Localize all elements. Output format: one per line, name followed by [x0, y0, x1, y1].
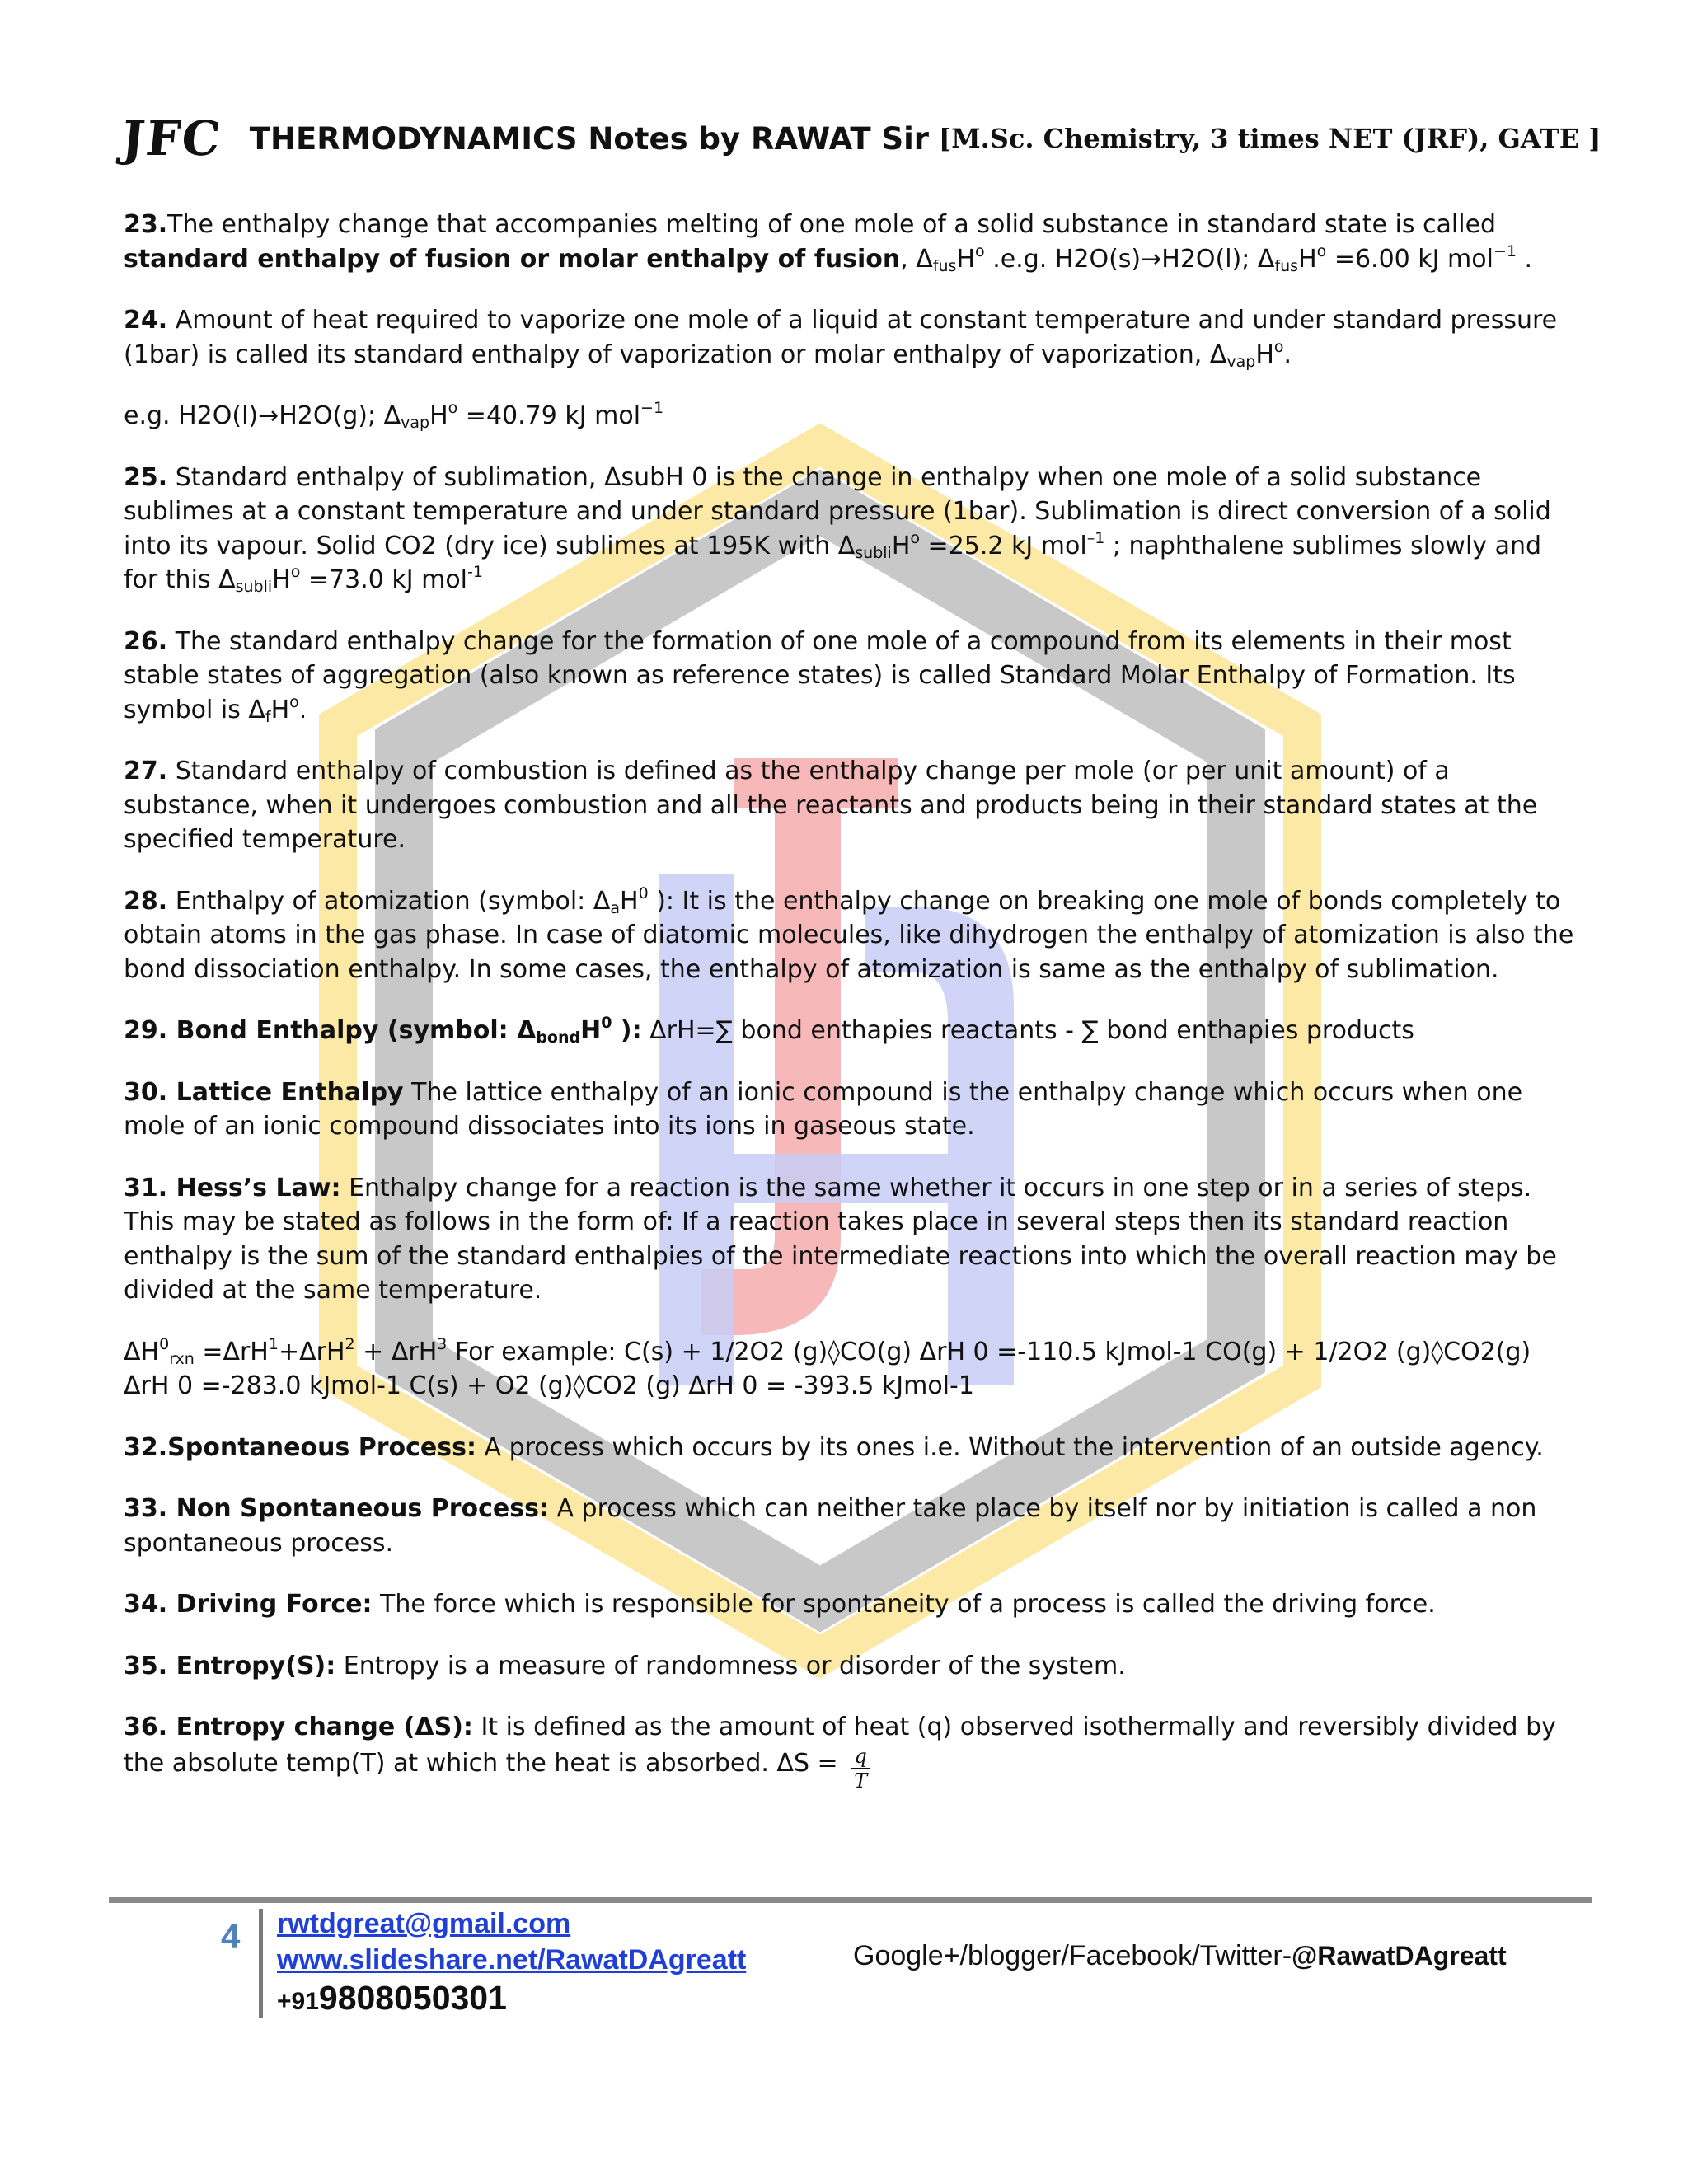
email-link[interactable]: rwtdgreat@gmail.com: [277, 1908, 571, 1939]
item-31-example: $\Delta H^0_{rxn} =\Delta rH^1+\Delta rH^2 + \Delta rH^3$ For example: C(s) + 1/2O2 (g)◊CO(g) ΔrH 0 =-110.5 kJmol-1 CO(g) + 1/2O2 (g)◊CO2(g) ΔrH 0 =-283.0 kJmol-1 C(s) + O2 (g)◊CO2 (g) ΔrH 0 = -393.5 kJmol-1: [124, 1334, 1531, 1400]
footer-divider: [109, 1897, 1592, 1903]
document-body: [124, 208, 1582, 1820]
footer-contacts: [277, 1905, 746, 2026]
header-credentials: [M.Sc. Chemistry, 3 times NET (JRF), GATE ]: [939, 123, 1601, 154]
page-header: [119, 105, 1601, 171]
item-24: 24. Amount of heat required to vaporize one mole of a liquid at constant temperature and under standard pressure (1bar) is called its standard enthalpy of vaporization or molar enthalpy of vaporization, $\Delta_{vap}H^o$.: [124, 306, 1558, 371]
header-title: THERMODYNAMICS Notes by RAWAT Sir: [249, 120, 930, 157]
footer-vertical-divider: [259, 1909, 263, 2018]
item-33: 33. Non Spontaneous Process: A process which can neither take place by itself nor by initiation is called a non spontaneous process.: [124, 1494, 1537, 1558]
website-link[interactable]: www.slideshare.net/RawatDAgreatt: [277, 1944, 747, 1975]
item-29: 29. Bond Enthalpy (symbol: $\Delta_{bond}H^0$ ): ΔrH=∑ bond enthapies reactants - ∑ bond enthapies products: [124, 1014, 1414, 1047]
item-23: 23.The enthalpy change that accompanies melting of one mole of a solid substance in standard state is called standard enthalpy of fusion or molar enthalpy of fusion, $\Delta_{fus}H^o$ .e.g. H2O(s)→H2O(l); $\Delta_{fus}H^o =6.00$ kJ mol$^{-1}$ .: [124, 210, 1533, 275]
item-32: 32.Spontaneous Process: A process which occurs by its ones i.e. Without the intervention of an outside agency.: [124, 1432, 1544, 1462]
item-24-example: e.g. H2O(l)→H2O(g); $\Delta_{vap}H^o =40.79$ kJ mol$^{-1}$: [124, 399, 664, 432]
item-26: 26. The standard enthalpy change for the formation of one mole of a compound from its elements in their most stable states of aggregation (also known as reference states) is called Standard Molar Enthalpy of Formation. Its symbol is $\Delta_fH^o$.: [124, 626, 1516, 726]
item-34: 34. Driving Force: The force which is responsible for spontaneity of a process is called the driving force.: [124, 1590, 1436, 1619]
phone-number: +919808050301: [277, 1979, 507, 2017]
entropy-fraction: $\frac{q}{T}$: [851, 1745, 870, 1793]
footer-social: Google+/blogger/Facebook/Twitter-@RawatDAgreatt: [853, 1940, 1507, 1971]
item-25: 25. Standard enthalpy of sublimation, ΔsubH 0 is the change in enthalpy when one mole of a solid substance sublimes at a constant temperature and under standard pressure (1bar). Sublimation is direct conversion of a solid into its vapour. Solid CO2 (dry ice) sublimes at 195K with $\Delta_{subli}H^o =25.2$ kJ mol$^{-1}$ ; naphthalene sublimes slowly and for this $\Delta_{subli}H^o =73.0$ kJ mol$^{-1}$: [124, 462, 1551, 596]
item-35: 35. Entropy(S): Entropy is a measure of randomness or disorder of the system.: [124, 1651, 1126, 1680]
item-30: 30. Lattice Enthalpy The lattice enthalpy of an ionic compound is the enthalpy change which occurs when one mole of an ionic compound dissociates into its ions in gaseous state.: [124, 1077, 1523, 1141]
jfc-logo: JFC: [119, 110, 225, 166]
item-31: 31. Hess’s Law: Enthalpy change for a reaction is the same whether it occurs in one step or in a series of steps. This may be stated as follows in the form of: If a reaction takes place in several steps then its standard reaction enthalpy is the sum of the standard enthalpies of the intermediate reactions into which the overall reaction may be divided at the same temperature.: [124, 1173, 1557, 1305]
item-27: 27. Standard enthalpy of combustion is defined as the enthalpy change per mole (or per unit amount) of a substance, when it undergoes combustion and all the reactants and products being in their standard states at the specified temperature.: [124, 757, 1538, 854]
social-handle: @RawatDAgreatt: [1292, 1941, 1507, 1971]
page-number: 4: [221, 1917, 241, 1956]
item-28: 28. Enthalpy of atomization (symbol: $\Delta_aH^0$ ): It is the enthalpy change on breaking one mole of bonds completely to obtain atoms in the gas phase. In case of diatomic molecules, like dihydrogen the enthalpy of atomization is also the bond dissociation enthalpy. In some cases, the enthalpy of atomization is same as the enthalpy of sublimation.: [124, 883, 1574, 984]
item-36: 36. Entropy change (ΔS): It is defined as the amount of heat (q) observed isothermally and reversibly divided by the absolute temp(T) at which the heat is absorbed. ΔS = $\frac{q}{T}$: [124, 1713, 1556, 1793]
